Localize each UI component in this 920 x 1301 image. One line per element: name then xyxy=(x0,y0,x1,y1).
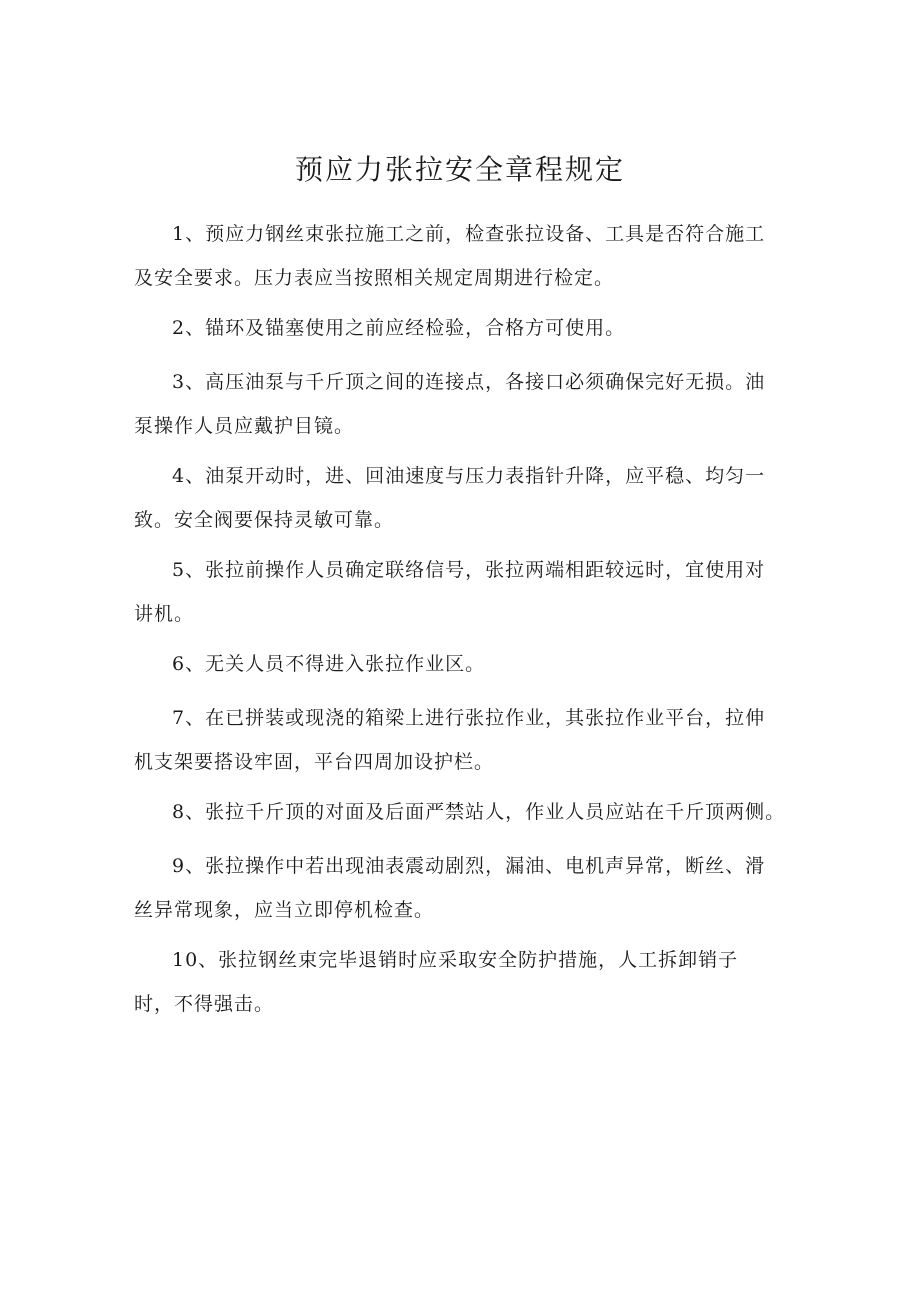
list-item: 2、锚环及锚塞使用之前应经检验，合格方可使用。 xyxy=(172,317,626,339)
list-item: 5、张拉前操作人员确定联络信号，张拉两端相距较远时，宜使用对讲机。 xyxy=(134,559,766,625)
list-item: 10、张拉钢丝束完毕退销时应采取安全防护措施，人工拆卸销子时，不得强击。 xyxy=(134,949,739,1015)
list-item: 7、在已拼装或现浇的箱梁上进行张拉作业，其张拉作业平台，拉伸机支架要搭设牢固，平台四周加设护栏。 xyxy=(134,707,766,773)
list-item: 4、油泵开动时，进、回油速度与压力表指针升降，应平稳、均匀一致。安全阀要保持灵敏可靠。 xyxy=(134,465,766,531)
list-item: 1、预应力钢丝束张拉施工之前，检查张拉设备、工具是否符合施工及安全要求。压力表应当按照相关规定周期进行检定。 xyxy=(134,223,766,289)
list-item: 3、高压油泵与千斤顶之间的连接点，各接口必须确保完好无损。油泵操作人员应戴护目镜。 xyxy=(134,371,766,437)
list-item: 8、张拉千斤顶的对面及后面严禁站人，作业人员应站在千斤顶两侧。 xyxy=(172,801,786,823)
list-item: 6、无关人员不得进入张拉作业区。 xyxy=(172,653,486,675)
regulation-list xyxy=(134,212,786,1032)
list-item: 9、张拉操作中若出现油表震动剧烈，漏油、电机声异常，断丝、滑丝异常现象，应当立即停机检查。 xyxy=(134,855,766,921)
page-title: 预应力张拉安全章程规定 xyxy=(294,153,625,186)
